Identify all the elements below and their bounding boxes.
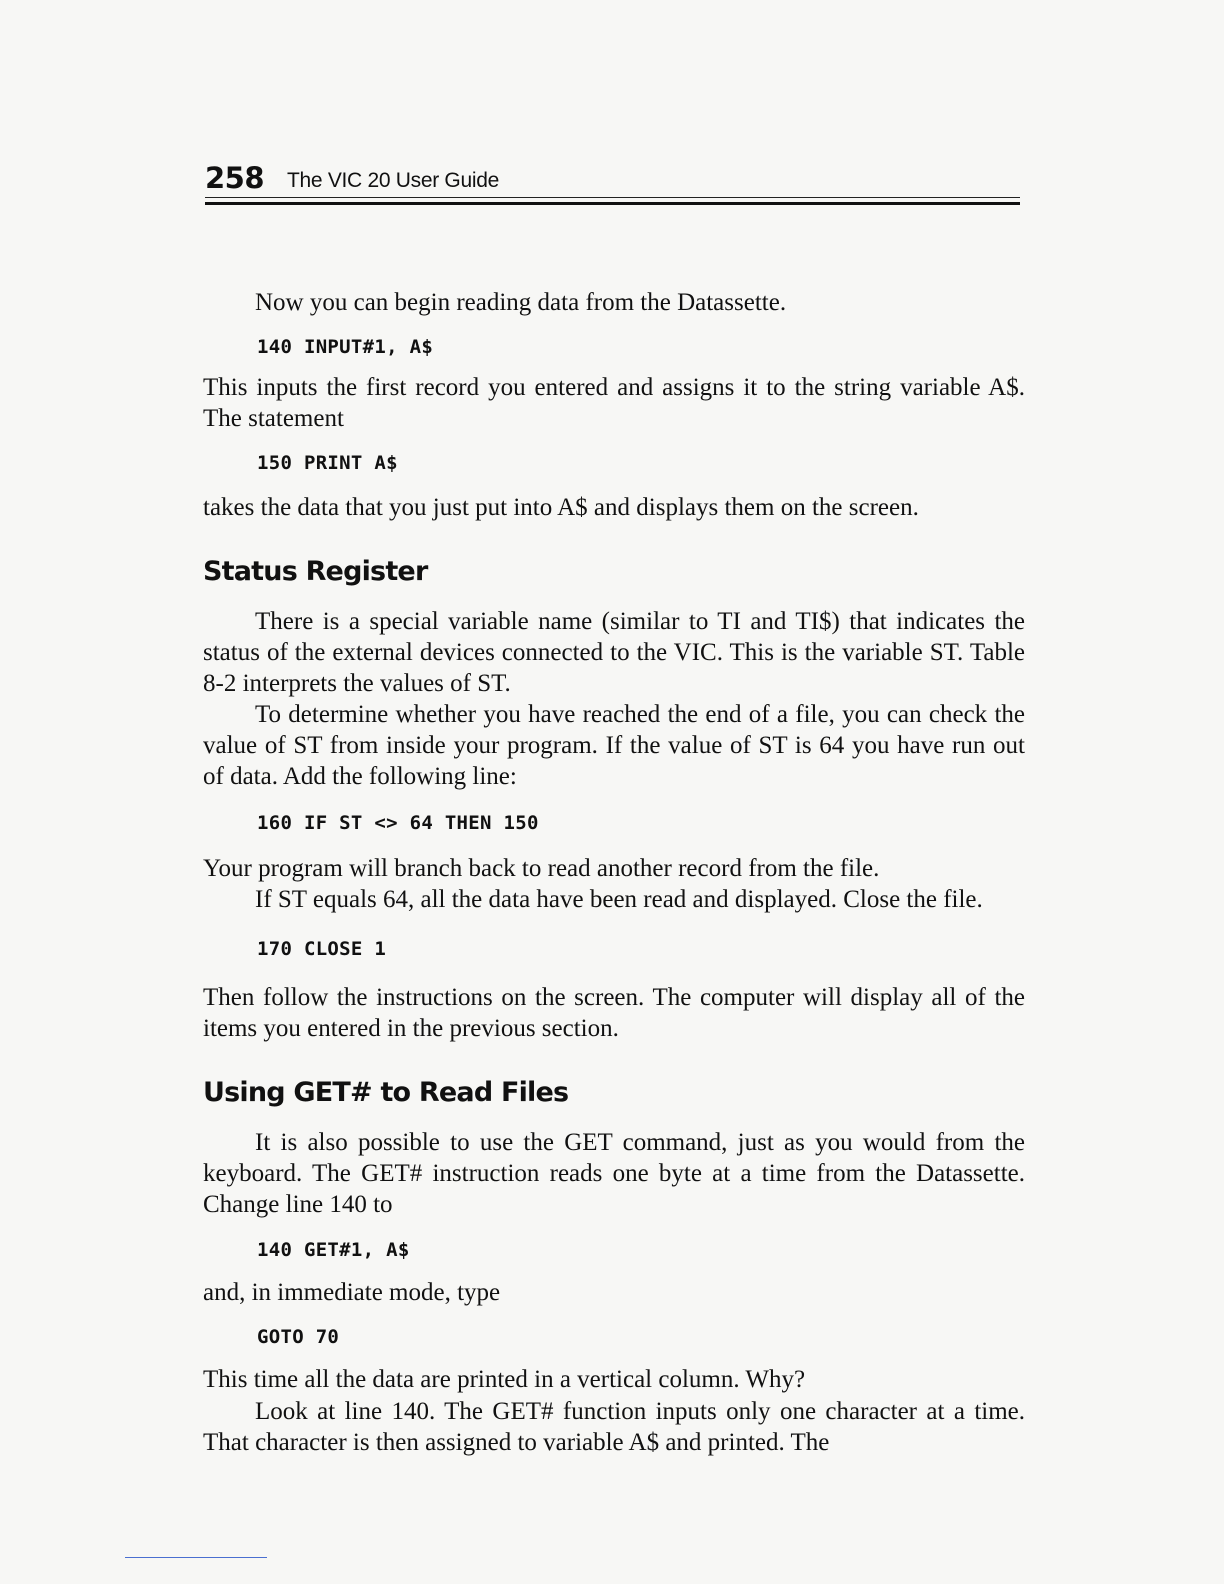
paragraph-branch-back: Your program will branch back to read another record from the file. [203,855,880,882]
page-header [205,160,1020,206]
paragraph-status-variable: There is a special variable name (similar to TI and TI$) that indicates the status of the external devices connected to the VIC. This is the variable ST. Table 8-2 interprets the values of ST. [203,608,1025,697]
paragraph-line-140-explanation: Look at line 140. The GET# function inputs only one character at a time. That character is then assigned to variable A$ and printed. The [203,1398,1025,1456]
code-goto-70: GOTO 70 [257,1326,340,1348]
code-line-140-input: 140 INPUT#1, A$ [257,336,434,358]
paragraph-follow-instructions: Then follow the instructions on the screen. The computer will display all of the items you entered in the previous section. [203,984,1025,1042]
paragraph-immediate-mode: and, in immediate mode, type [203,1279,501,1306]
section-heading-status-register: Status Register [203,556,428,587]
paragraph-close-file: If ST equals 64, all the data have been read and displayed. Close the file. [255,886,983,913]
paragraph-intro: Now you can begin reading data from the Datassette. [255,289,787,316]
section-heading-get-files: Using GET# to Read Files [203,1077,569,1108]
page-edge-mark [125,1557,267,1558]
page-number: 258 [205,161,265,195]
header-rule-thick [205,202,1020,205]
paragraph-vertical-column: This time all the data are printed in a vertical column. Why? [203,1366,806,1393]
code-line-170-close: 170 CLOSE 1 [257,938,387,960]
paragraph-print-explanation: takes the data that you just put into A$ and displays them on the screen. [203,494,919,521]
code-line-150-print: 150 PRINT A$ [257,452,398,474]
paragraph-end-of-file: To determine whether you have reached the end of a file, you can check the value of ST from inside your program. If the value of ST is 64 you have run out of data. Add the following line: [203,701,1025,790]
code-line-160-if: 160 IF ST <> 64 THEN 150 [257,812,539,834]
paragraph-get-command: It is also possible to use the GET command, just as you would from the keyboard. The GET# instruction reads one byte at a time from the Datassette. Change line 140 to [203,1129,1025,1218]
paragraph-input-explanation: This inputs the first record you entered and assigns it to the string variable A$. The statement [203,374,1025,432]
header-rule-thin [205,197,1020,198]
code-line-140-get: 140 GET#1, A$ [257,1239,410,1261]
running-title: The VIC 20 User Guide [287,169,499,192]
